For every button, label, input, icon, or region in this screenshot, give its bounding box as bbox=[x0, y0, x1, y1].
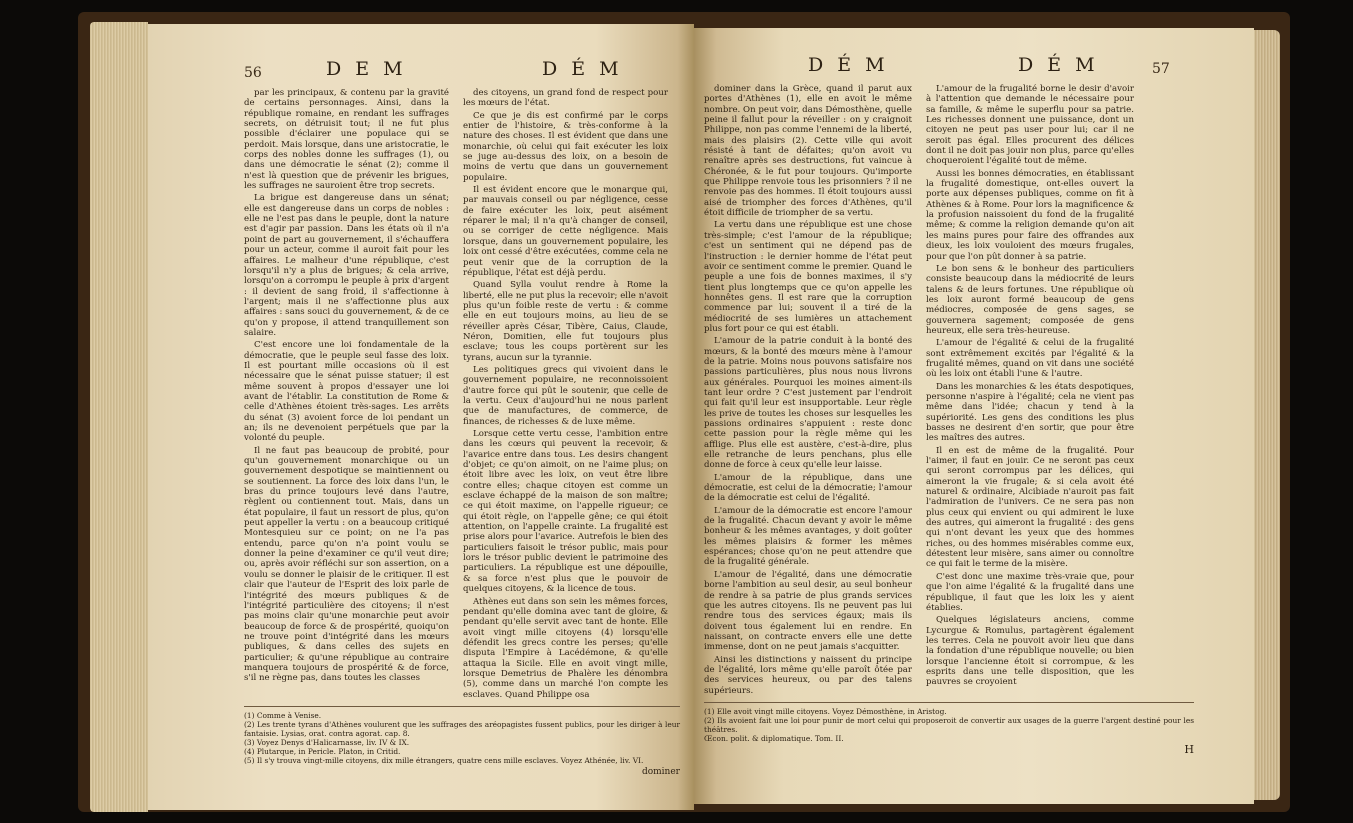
header-title: D E M bbox=[326, 58, 407, 80]
column-left bbox=[704, 84, 912, 698]
paragraph: Ainsi les distinctions y naissent du principe de l'égalité, lors même qu'elle paroît ôtée par des services heureux, ou par des talens supérieurs. bbox=[704, 654, 912, 696]
text-columns bbox=[244, 88, 680, 702]
footnotes bbox=[244, 711, 680, 765]
paragraph: L'amour de la patrie conduit à la bonté des mœurs, & la bonté des mœurs mène à l'amour de la patrie. Moins nous pouvons satisfaire nos passions particulières, plus nous nous livrons aux générales. Pourquoi les moines aiment-ils tant leur ordre ? C'est justement par l'endroit qui fait qu'il leur est insupportable. Leur règle les prive de toutes les choses sur lesquelles les passions ordinaires s'appuient : reste donc cette passion pour la règle même qui les afflige. Plus elle est austère, c'est-à-dire, plus elle retranche de leurs penchans, plus elle donne de force à ceux qu'elle leur laisse. bbox=[704, 336, 912, 471]
page-edges-left bbox=[90, 22, 148, 812]
right-page bbox=[694, 28, 1254, 804]
footnote: (5) Il s'y trouva vingt-mille citoyens, dix mille étrangers, quatre cens mille esclaves. Voyez Athénée, liv. VI. bbox=[244, 755, 644, 765]
running-head bbox=[704, 54, 1194, 80]
footnotes bbox=[704, 707, 1194, 743]
column-right bbox=[926, 84, 1134, 698]
paragraph: Il en est de même de la frugalité. Pour l'aimer, il faut en jouir. Ce ne seront pas ceux qui seront corrompus par les délices, qui aimeront la vie frugale; & si cela avoit été naturel & ordinaire, Alcibiade n'auroit pas fait l'admiration de l'univers. Ce ne sera pas non plus ceux qui envient ou qui admirent le luxe des autres, qui aimeront la frugalité : des gens qui n'ont devant les yeux que des hommes riches, ou des hommes misérables comme eux, détestent leur misère, sans aimer ou connoître ce qui fait le terme de la misère. bbox=[926, 445, 1134, 570]
footnote: Œcon. polit. & diplomatique. Tom. II. bbox=[704, 733, 844, 743]
paragraph: Ce que je dis est confirmé par le corps entier de l'histoire, & très-conforme à la nature des choses. Il est évident que dans une monarchie, où celui qui fait exécuter les loix se juge au-dessus des loix, on a besoin de moins de vertu que dans un gouvernement populaire. bbox=[463, 110, 668, 183]
paragraph: La vertu dans une république est une chose très-simple; c'est l'amour de la république; c'est un sentiment qui ne dépend pas de l'instruction : le dernier homme de l'état peut avoir ce sentiment comme le premier. Quand le peuple a une fois de bonnes maximes, il s'y tient plus longtemps que ce qu'on appelle les honnêtes gens. Il est rare que la corruption commence par lui; souvent il a tiré de la médiocrité de ses lumières un attachement plus fort pour ce qui est établi. bbox=[704, 220, 912, 334]
footnote: (1) Comme à Venise. bbox=[244, 710, 322, 720]
paragraph: L'amour de la frugalité borne le desir d'avoir à l'attention que demande le nécessaire pour sa famille, & même le superflu pour sa patrie. Les richesses donnent une puissance, dont un citoyen ne peut pas user pour lui; car il ne seroit pas égal. Elles procurent des délices dont il ne doit pas jouir non plus, parce qu'elles choqueroient l'égalité tout de même. bbox=[926, 84, 1134, 167]
paragraph: Aussi les bonnes démocraties, en établissant la frugalité domestique, ont-elles ouvert la porte aux dépenses publiques, comme on fit à Athènes & à Rome. Pour lors la magnificence & la profusion naissoient du fond de la frugalité même; & comme la religion demande qu'on ait les mains pures pour faire des offrandes aux dieux, les loix vouloient des mœurs frugales, pour que l'on pût donner à sa patrie. bbox=[926, 168, 1134, 262]
column-right bbox=[463, 88, 668, 702]
left-page bbox=[148, 24, 694, 810]
footnote-rule bbox=[244, 706, 680, 707]
paragraph: L'amour de la république, dans une démocratie, est celui de la démocratie; l'amour de la démocratie est celui de l'égalité. bbox=[704, 472, 912, 504]
paragraph: dominer dans la Grèce, quand il parut aux portes d'Athènes (1), elle en avoit le même nombre. On peut voir, dans Démosthène, quelle peine il fallut pour la réveiller : on y craignoit Philippe, non pas comme l'ennemi de la liberté, mais des plaisirs (2). Cette ville qui avoit résisté à tant de défaites; qu'on avoit vu renaître après ses destructions, fut vaincue à Chéronée, & le fut pour toujours. Qu'importe que Philippe renvoie tous les prisonniers ? il ne renvoie pas des hommes. Il étoit toujours aussi aisé de triompher des forces d'Athènes, qu'il étoit difficile de triompher de sa vertu. bbox=[704, 84, 912, 219]
column-left bbox=[244, 88, 449, 702]
page-edges-right bbox=[1250, 30, 1280, 800]
paragraph: Le bon sens & le bonheur des particuliers consiste beaucoup dans la médiocrité de leurs talens & de leurs fortunes. Une république où les loix auront formé beaucoup de gens médiocres, composée de gens sages, se gouvernera sagement; composée de gens heureux, elle sera très-heureuse. bbox=[926, 263, 1134, 336]
paragraph: Il est évident encore que le monarque qui, par mauvais conseil ou par négligence, cesse de faire exécuter les loix, peut aisément réparer le mal; il n'a qu'à changer de conseil, ou se corriger de cette négligence. Mais lorsque, dans un gouvernement populaire, les loix ont cessé d'être exécutées, comme cela ne peut venir que de la corruption de la république, l'état est déjà perdu. bbox=[463, 185, 668, 278]
paragraph: La brigue est dangereuse dans un sénat; elle est dangereuse dans un corps de nobles : elle ne l'est pas dans le peuple, dont la nature est d'agir par passion. Dans les états où il n'a point de part au gouvernement, il s'échauffera pour un acteur, comme il auroit fait pour les affaires. Le malheur d'une république, c'est lorsqu'il n'y a plus de brigues; & cela arrive, lorsqu'on a corrompu le peuple à prix d'argent : il devient de sang froid, il s'affectionne à l'argent; mais il ne s'affectionne plus aux affaires : sans souci du gouvernement, & de ce qu'on y propose, il attend tranquillement son salaire. bbox=[244, 193, 449, 338]
footnote: (1) Elle avoit vingt mille citoyens. Voyez Démosthène, in Aristog. bbox=[704, 706, 947, 716]
paragraph: C'est donc une maxime très-vraie que, pour que l'on aime l'égalité & la frugalité dans une république, il faut que les loix les y aient établies. bbox=[926, 571, 1134, 613]
paragraph: Athènes eut dans son sein les mêmes forces, pendant qu'elle domina avec tant de gloire, & pendant qu'elle servit avec tant de honte. Elle avoit vingt mille citoyens (4) lorsqu'elle défendit les grecs contre les perses; qu'elle disputa l'Empire à Lacédémone, & qu'elle attaqua la Sicile. Elle en avoit vingt mille, lorsque Demetrius de Phalère les dénombra (5), comme dans un marché l'on compte les esclaves. Quand Philippe osa bbox=[463, 596, 668, 700]
header-title: D É M bbox=[542, 58, 623, 80]
running-head bbox=[244, 58, 680, 84]
footnote: (3) Voyez Denys d'Halicarnasse, liv. IV & IX. bbox=[244, 737, 410, 747]
catchword: dominer bbox=[641, 766, 680, 777]
paragraph: L'amour de la démocratie est encore l'amour de la frugalité. Chacun devant y avoir le même bonheur & les mêmes avantages, y doit goûter les mêmes plaisirs & former les mêmes espérances; chose qu'on ne peut attendre que de la frugalité générale. bbox=[704, 505, 912, 568]
paragraph: L'amour de l'égalité, dans une démocratie borne l'ambition au seul desir, au seul bonheur de rendre à sa patrie de plus grands services que les autres citoyens. Ils ne peuvent pas lui rendre tous des services égaux; mais ils doivent tous également lui en rendre. En naissant, on contracte envers elle une dette immense, dont on ne peut jamais s'acquitter. bbox=[704, 569, 912, 653]
paragraph: L'amour de l'égalité & celui de la frugalité sont extrêmement excités par l'égalité & la frugalité mêmes, quand on vit dans une société où les loix ont établi l'une & l'autre. bbox=[926, 338, 1134, 380]
header-title: D É M bbox=[1018, 54, 1099, 76]
paragraph: Dans les monarchies & les états despotiques, personne n'aspire à l'égalité; cela ne vient pas même dans l'idée; chacun y tend à la supériorité. Les gens des conditions les plus basses ne desirent d'en sortir, que pour être les maîtres des autres. bbox=[926, 381, 1134, 444]
paragraph: des citoyens, un grand fond de respect pour les mœurs de l'état. bbox=[463, 88, 668, 109]
signature-mark: H bbox=[1184, 742, 1194, 756]
footnote-rule bbox=[704, 702, 1194, 703]
paragraph: C'est encore une loi fondamentale de la démocratie, que le peuple seul fasse des loix. Il est pourtant mille occasions où il est nécessaire que le sénat puisse statuer; il est même souvent à propos d'essayer une loi avant de l'établir. La constitution de Rome & celle d'Athènes étoient très-sages. Les arrêts du sénat (3) avoient force de loi pendant un an; ils ne devenoient perpétuels que par la volonté du peuple. bbox=[244, 340, 449, 444]
text-columns bbox=[704, 84, 1194, 698]
header-title: D É M bbox=[808, 54, 889, 76]
page-number: 56 bbox=[244, 65, 262, 81]
paragraph: Quelques législateurs anciens, comme Lycurgue & Romulus, partagèrent également les terres. Cela ne pouvoit avoir lieu que dans la fondation d'une république nouvelle; ou bien lorsque l'ancienne étoit si corrompue, & les esprits dans une telle disposition, que les pauvres se croyoient bbox=[926, 615, 1134, 688]
footnote: (4) Plutarque, in Pericle. Platon, in Critid. bbox=[244, 746, 401, 756]
paragraph: Lorsque cette vertu cesse, l'ambition entre dans les cœurs qui peuvent la recevoir, & l'avarice entre dans tous. Les desirs changent d'objet; ce qu'on aimoit, on ne l'aime plus; on étoit libre avec les loix, on veut être libre contre elles; chaque citoyen est comme un esclave échappé de la maison de son maître; ce qui étoit maxime, on l'appelle rigueur; ce qui étoit règle, on l'appelle gêne; ce qui étoit attention, on l'appelle crainte. La frugalité est prise alors pour l'avarice. Autrefois le bien des particuliers faisoit le trésor public, mais pour lors le trésor public devient le patrimoine des particuliers. La république est une dépouille, & sa force n'est plus que le pouvoir de quelques citoyens, & la licence de tous. bbox=[463, 429, 668, 595]
footnote: (2) Ils avoient fait une loi pour punir de mort celui qui proposeroit de convertir aux usages de la guerre l'argent destiné pour les théâtres. bbox=[704, 715, 1194, 734]
page-number: 57 bbox=[1152, 61, 1170, 77]
footnote: (2) Les trente tyrans d'Athènes voulurent que les suffrages des aréopagistes fussent publics, pour les diriger à leur fantaisie. Lysias, orat. contra agorat. cap. 8. bbox=[244, 719, 680, 738]
paragraph: par les principaux, & contenu par la gravité de certains personnages. Ainsi, dans la république romaine, en rendant les suffrages secrets, on détruisit tout; il ne fut plus possible d'éclairer une populace qui se perdoit. Mais lorsque, dans une aristocratie, le corps des nobles donne les suffrages (1), ou dans une démocratie le sénat (2); comme il n'est là question que de prévenir les brigues, les suffrages ne sauroient être trop secrets. bbox=[244, 88, 449, 192]
paragraph: Quand Sylla voulut rendre à Rome la liberté, elle ne put plus la recevoir; elle n'avoit plus qu'un foible reste de vertu : & comme elle en eut toujours moins, au lieu de se réveiller après César, Tibère, Caius, Claude, Néron, Domitien, elle fut toujours plus esclave; tous les coups portèrent sur les tyrans, aucun sur la tyrannie. bbox=[463, 280, 668, 363]
paragraph: Il ne faut pas beaucoup de probité, pour qu'un gouvernement monarchique ou un gouvernement despotique se maintiennent ou se soutiennent. La force des loix dans l'un, le bras du prince toujours levé dans l'autre, règlent ou contiennent tout. Mais, dans un état populaire, il faut un ressort de plus, qu'on peut appeller la vertu : on a beaucoup critiqué Montesquieu sur ce point; on ne l'a pas entendu, parce qu'on n'a point voulu se donner la peine d'examiner ce qu'il veut dire; ou, après avoir réfléchi sur son assertion, on a voulu se donner le plaisir de le critiquer. Il est clair que l'auteur de l'Esprit des loix parle de l'intégrité des mœurs publiques & de l'intégrité particulière des citoyens; il n'est pas moins clair qu'une monarchie peut avoir beaucoup de force & de prospérité, quoiqu'on ne trouve point d'intégrité dans les mœurs publiques, & dans celles des sujets en particulier; & qu'une république au contraire manquera toujours de prospérité & de force, s'il ne règne pas, dans toutes les classes bbox=[244, 445, 449, 684]
paragraph: Les politiques grecs qui vivoient dans le gouvernement populaire, ne reconnoissoient d'autre force qui pût le soutenir, que celle de la vertu. Ceux d'aujourd'hui ne nous parlent que de manufactures, de commerce, de finances, de richesses & de luxe même. bbox=[463, 364, 668, 427]
